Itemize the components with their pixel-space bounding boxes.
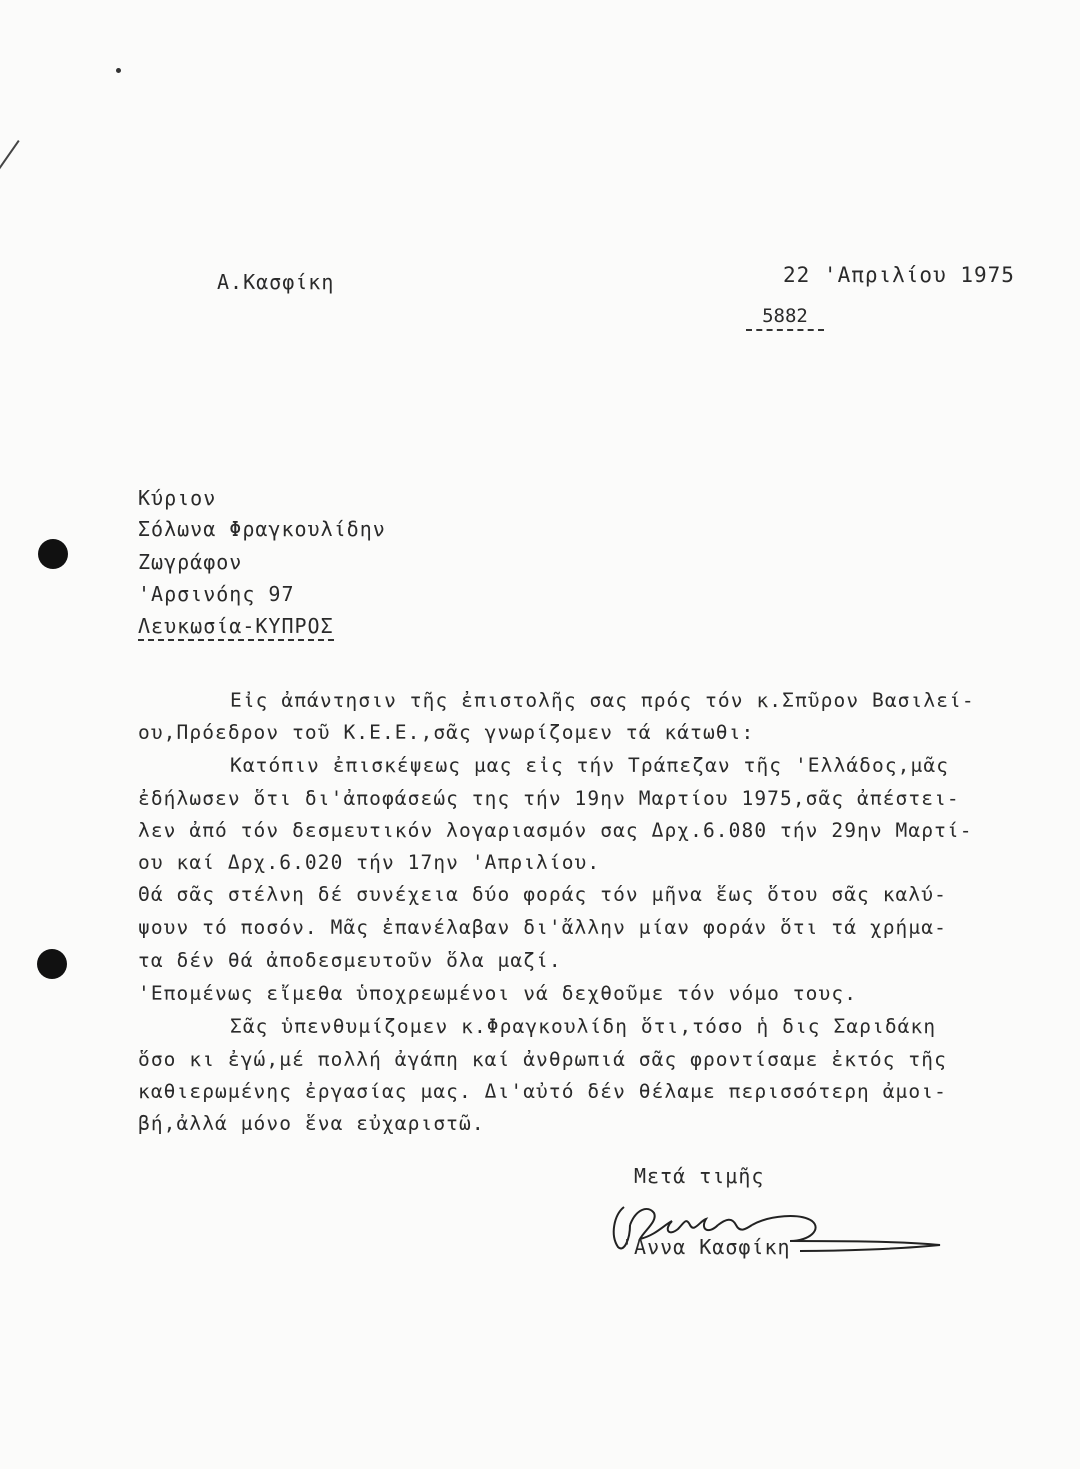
punch-hole-bottom — [37, 949, 67, 979]
body-line: τα δέν θά ἀποδεσμευτοῦν ὅλα μαζί. — [138, 949, 562, 972]
body-line: ου καί Δρχ.6.020 τήν 17ην 'Απριλίου. — [138, 851, 601, 874]
recipient-line: 'Αρσινόης 97 — [138, 582, 295, 606]
body-line: Θά σᾶς στέλνη δέ συνέχεια δύο φοράς τόν μῆνα ἕως ὅτου σᾶς καλύ- — [138, 883, 947, 906]
body-line: ου,Πρόεδρον τοῦ Κ.Ε.Ε.,σᾶς γνωρίζομεν τά κάτωθι: — [138, 721, 755, 744]
letter-date: 22 'Απριλίου 1975 — [783, 263, 1015, 287]
signer-name: 'Αννα Κασφίκη — [621, 1235, 791, 1259]
body-line: Κατόπιν ἐπισκέψεως μας εἰς τήν Τράπεζαν τῆς 'Ελλάδος,μᾶς — [230, 754, 950, 777]
body-line: ὅσο κι ἐγώ,μέ πολλή ἀγάπη καί ἀνθρωπιά σᾶς φροντίσαμε ἐκτός τῆς — [138, 1048, 947, 1071]
punch-hole-top — [38, 539, 68, 569]
pen-mark — [0, 140, 20, 182]
sender-name: Α.Κασφίκη — [217, 270, 335, 294]
body-line: Σᾶς ὑπενθυμίζομεν κ.Φραγκουλίδη ὅτι,τόσο ἡ δις Σαριδάκη — [230, 1015, 937, 1038]
body-line: καθιερωμένης ἐργασίας μας. Δι'αὐτό δέν θέλαμε περισσότερη ἀμοι- — [138, 1080, 947, 1103]
recipient-line: Ζωγράφον — [138, 550, 243, 574]
reference-number: 5882 — [746, 305, 824, 331]
recipient-line: Σόλωνα Φραγκουλίδην — [138, 517, 386, 541]
closing-phrase: Μετά τιμῆς — [634, 1164, 765, 1188]
body-line: 'Επομένως εἴμεθα ὑποχρεωμένοι νά δεχθοῦμε τόν νόμο τους. — [138, 982, 858, 1005]
recipient-line: Κύριον — [138, 486, 217, 510]
body-line: ψουν τό ποσόν. Μᾶς ἐπανέλαβαν δι'ἄλλην μίαν φοράν ὅτι τά χρήμα- — [138, 916, 947, 939]
body-line: ἐδήλωσεν ὅτι δι'ἀποφάσεώς της τήν 19ην Μαρτίου 1975,σᾶς ἀπέστει- — [138, 787, 960, 810]
ink-speck — [116, 68, 121, 73]
body-line: λεν ἀπό τόν δεσμευτικόν λογαριασμόν σας Δρχ.6.080 τήν 29ην Μαρτί- — [138, 819, 973, 842]
body-line: βή,ἀλλά μόνο ἕνα εὐχαριστῶ. — [138, 1112, 485, 1135]
body-line: Εἰς ἀπάντησιν τῆς ἐπιστολῆς σας πρός τόν κ.Σπῦρον Βασιλεί- — [230, 689, 975, 712]
recipient-line: Λευκωσία-ΚΥΠΡΟΣ — [138, 614, 334, 641]
